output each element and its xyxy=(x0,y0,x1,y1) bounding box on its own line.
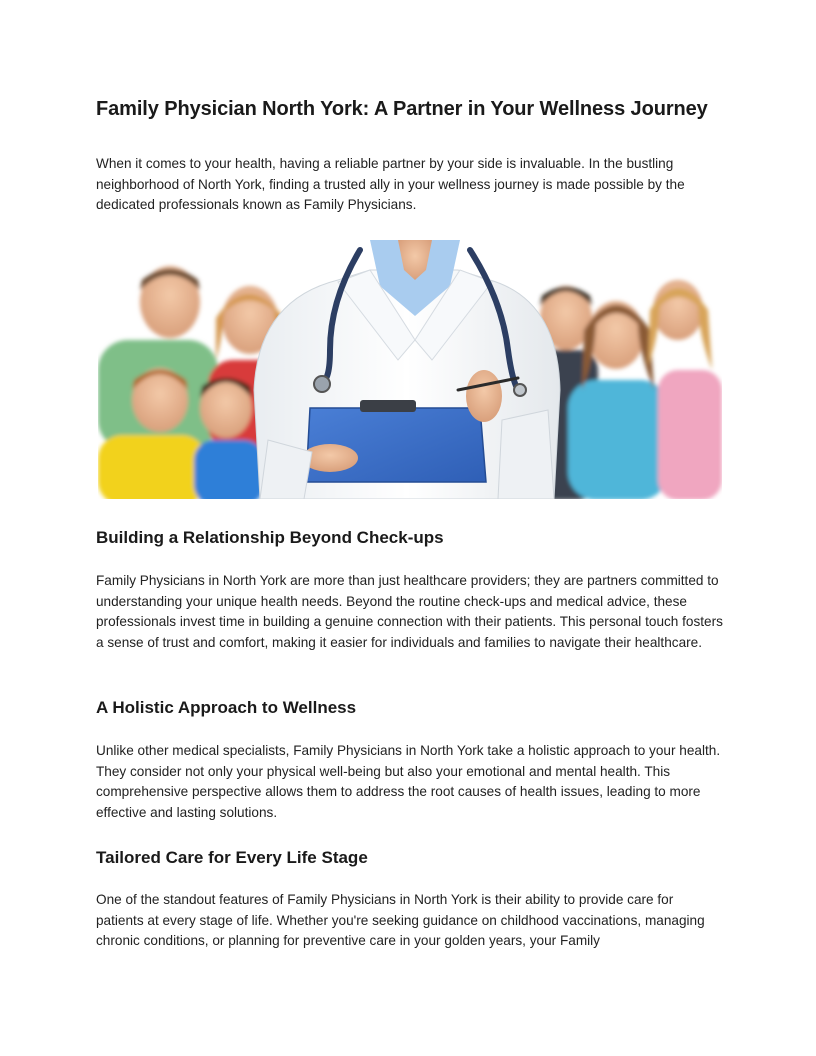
intro-paragraph: When it comes to your health, having a reliable partner by your side is invaluable. In the bustling neighborhood of North York, finding a trusted ally in your wellness journey is made possible by the dedicated professionals known as Family Physicians. xyxy=(96,156,685,213)
section-heading-relationship: Building a Relationship Beyond Check-ups xyxy=(96,528,444,547)
section-heading-holistic: A Holistic Approach to Wellness xyxy=(96,698,357,717)
article-title: Family Physician North York: A Partner in Your Wellness Journey xyxy=(96,98,708,120)
section-body-tailored: One of the standout features of Family Physicians in North York is their ability to provide care for patients at every stage of life. Whether you're seeking guidance on childhood vaccinations, managing chronic conditions, or planning for preventive care in your golden years, your Family xyxy=(96,892,705,949)
section-body-relationship: Family Physicians in North York are more than just healthcare providers; they are partners committed to understanding your unique health needs. Beyond the routine check-ups and medical advice, these professionals invest time in building a genuine connection with their patients. This personal touch fosters a sense of trust and comfort, making it easier for individuals and families to navigate their healthcare. xyxy=(96,573,723,650)
section-body-holistic: Unlike other medical specialists, Family Physicians in North York take a holistic approach to your health. They consider not only your physical well-being but also your emotional and mental health. This comprehensive perspective allows them to address the root causes of health issues, leading to more effective and lasting solutions. xyxy=(96,743,721,820)
section-heading-tailored: Tailored Care for Every Life Stage xyxy=(96,848,368,867)
doctor-family-photo xyxy=(98,240,722,499)
